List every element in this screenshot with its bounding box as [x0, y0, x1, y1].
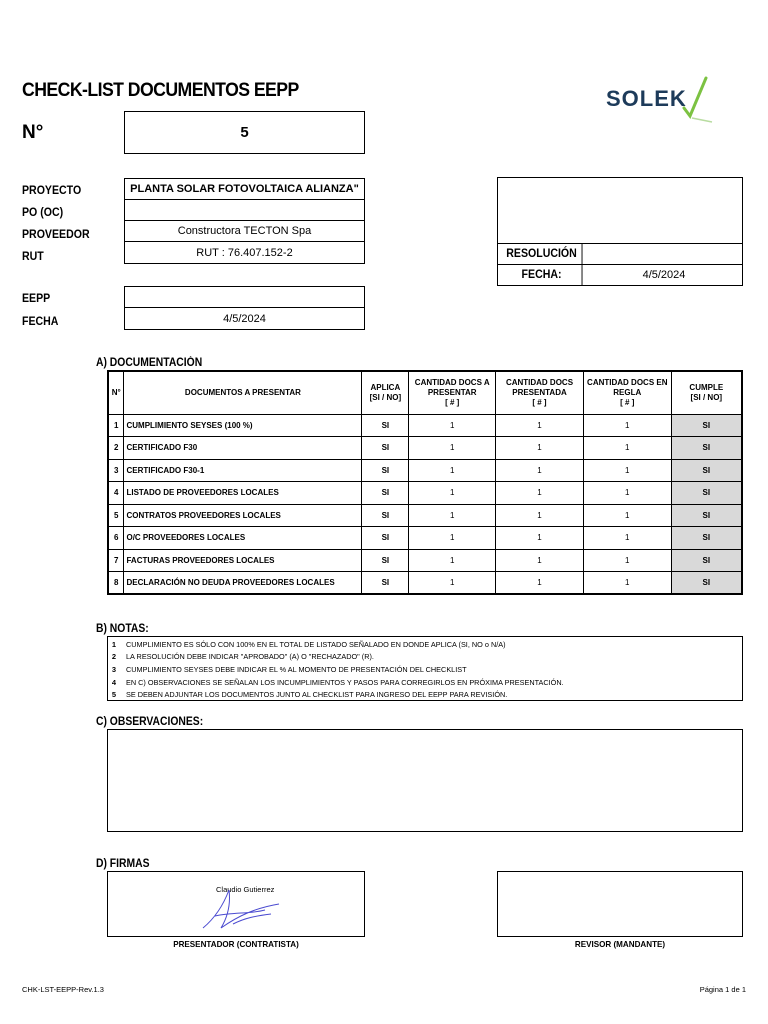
table-row — [108, 527, 742, 550]
number-label: N° — [22, 122, 44, 143]
note-text: EN C) OBSERVACIONES SE SEÑALAN LOS INCUMPLIMIENTOS Y PASOS PARA CORREGIRLOS EN PRÓXIMA PRESENTACIÓN. — [126, 677, 564, 687]
row-aplica[interactable]: SI — [362, 414, 409, 437]
note-number: 5 — [111, 690, 117, 700]
row-num: 4 — [108, 482, 124, 505]
col-num: N° — [108, 371, 124, 414]
reviewer-signature-box[interactable] — [497, 871, 743, 937]
row-presentada[interactable]: 1 — [496, 437, 584, 460]
resolucion-label: RESOLUCIÓN — [502, 244, 583, 264]
row-cumple: SI — [671, 572, 742, 595]
row-presentada[interactable]: 1 — [496, 572, 584, 595]
doc-code: CHK-LST-EEPP-Rev.1.3 — [22, 985, 104, 994]
note-text: CUMPLIMIENTO ES SÓLO CON 100% EN EL TOTAL DE LISTADO SEÑALADO EN DONDE APLICA (SI, NO o N/A) — [126, 639, 506, 649]
signatures-title: D) FIRMAS — [96, 858, 150, 870]
col-cant-presentada-l1: CANTIDAD DOCS PRESENTADA — [505, 378, 574, 397]
observations-field[interactable] — [107, 729, 743, 832]
note-item — [108, 638, 742, 651]
row-num: 5 — [108, 504, 124, 527]
row-a-presentar[interactable]: 1 — [409, 482, 496, 505]
row-cumple: SI — [671, 527, 742, 550]
label-rut: RUT — [22, 251, 44, 263]
row-aplica[interactable]: SI — [362, 572, 409, 595]
col-aplica — [362, 371, 409, 414]
row-presentada[interactable]: 1 — [496, 527, 584, 550]
row-doc: DECLARACIÓN NO DEUDA PROVEEDORES LOCALES — [124, 572, 362, 595]
col-cant-presentar-l1: CANTIDAD DOCS A PRESENTAR — [414, 378, 490, 397]
note-number: 4 — [111, 677, 117, 687]
table-row — [108, 572, 742, 595]
col-aplica-l1: APLICA — [370, 383, 401, 393]
col-cumple-l2: [SI / NO] — [690, 392, 723, 402]
row-aplica[interactable]: SI — [362, 527, 409, 550]
logo-text: SOLEK — [606, 86, 687, 111]
page-title: CHECK-LIST DOCUMENTOS EEPP — [22, 80, 299, 101]
row-en-regla[interactable]: 1 — [583, 549, 671, 572]
row-a-presentar[interactable]: 1 — [409, 414, 496, 437]
presenter-caption: PRESENTADOR (CONTRATISTA) — [173, 939, 299, 949]
row-presentada[interactable]: 1 — [496, 459, 584, 482]
notes-box — [107, 636, 743, 701]
row-doc: CONTRATOS PROVEEDORES LOCALES — [124, 504, 362, 527]
signer-name: Claudio Gutierrez — [216, 885, 275, 894]
row-en-regla[interactable]: 1 — [583, 414, 671, 437]
table-row — [108, 549, 742, 572]
eepp-field[interactable] — [125, 287, 364, 308]
label-eepp-fecha: FECHA — [22, 316, 59, 328]
table-row — [108, 482, 742, 505]
solek-logo — [600, 74, 720, 126]
row-doc: FACTURAS PROVEEDORES LOCALES — [124, 549, 362, 572]
col-cant-regla — [583, 371, 671, 414]
label-eepp: EEPP — [22, 293, 51, 305]
col-aplica-l2: [SI / NO] — [369, 392, 402, 402]
reviewer-caption: REVISOR (MANDANTE) — [574, 939, 666, 949]
col-docs: DOCUMENTOS A PRESENTAR — [124, 371, 362, 414]
note-text: SE DEBEN ADJUNTAR LOS DOCUMENTOS JUNTO AL CHECKLIST PARA INGRESO DEL EEPP PARA REVISIÓN. — [126, 690, 508, 700]
notes-title: B) NOTAS: — [96, 623, 149, 635]
label-proyecto: PROYECTO — [22, 185, 82, 197]
row-a-presentar[interactable]: 1 — [409, 504, 496, 527]
resolution-date-row — [498, 264, 742, 285]
col-cumple — [671, 371, 742, 414]
handwritten-signature — [193, 878, 313, 938]
number-field[interactable]: 5 — [124, 111, 365, 154]
resolucion-field[interactable] — [586, 244, 742, 264]
row-a-presentar[interactable]: 1 — [409, 437, 496, 460]
col-cumple-l1: CUMPLE — [689, 383, 724, 393]
row-en-regla[interactable]: 1 — [583, 527, 671, 550]
row-a-presentar[interactable]: 1 — [409, 459, 496, 482]
label-proveedor: PROVEEDOR — [22, 229, 90, 241]
row-en-regla[interactable]: 1 — [583, 572, 671, 595]
table-row — [108, 504, 742, 527]
row-aplica[interactable]: SI — [362, 504, 409, 527]
proveedor-field[interactable]: Constructora TECTON Spa — [125, 221, 364, 242]
row-a-presentar[interactable]: 1 — [409, 549, 496, 572]
observations-title: C) OBSERVACIONES: — [96, 716, 204, 728]
col-cant-presentar-l2: [ # ] — [445, 397, 460, 407]
eepp-fecha-field[interactable]: 4/5/2024 — [223, 312, 266, 325]
row-num: 2 — [108, 437, 124, 460]
row-presentada[interactable]: 1 — [496, 414, 584, 437]
note-number: 1 — [111, 639, 117, 649]
row-num: 6 — [108, 527, 124, 550]
row-cumple: SI — [671, 459, 742, 482]
row-en-regla[interactable]: 1 — [583, 504, 671, 527]
row-a-presentar[interactable]: 1 — [409, 527, 496, 550]
presenter-signature-box[interactable] — [107, 871, 365, 937]
col-cant-regla-l1: CANTIDAD DOCS EN REGLA — [587, 378, 668, 397]
row-en-regla[interactable]: 1 — [583, 459, 671, 482]
resolution-fecha-field[interactable]: 4/5/2024 — [642, 269, 686, 281]
row-aplica[interactable]: SI — [362, 437, 409, 460]
note-text: LA RESOLUCIÓN DEBE INDICAR "APROBADO" (A) O "RECHAZADO" (R). — [126, 652, 374, 662]
documentation-title: A) DOCUMENTACIÓN — [96, 357, 203, 369]
row-presentada[interactable]: 1 — [496, 549, 584, 572]
row-cumple: SI — [671, 437, 742, 460]
documentation-table — [107, 370, 743, 595]
table-row — [108, 414, 742, 437]
resolution-row — [498, 243, 742, 264]
row-en-regla[interactable]: 1 — [583, 437, 671, 460]
row-num: 1 — [108, 414, 124, 437]
label-po: PO (OC) — [22, 207, 64, 219]
col-cant-presentada — [496, 371, 584, 414]
logo-check-icon — [600, 74, 720, 126]
row-cumple: SI — [671, 482, 742, 505]
po-field[interactable] — [125, 200, 364, 221]
row-aplica[interactable]: SI — [362, 482, 409, 505]
row-num: 8 — [108, 572, 124, 595]
note-item — [108, 688, 742, 701]
table-header-row — [108, 371, 742, 414]
note-text: CUMPLIMIENTO SEYSES DEBE INDICAR EL % AL MOMENTO DE PRESENTACIÓN DEL CHECKLIST — [126, 664, 467, 674]
eepp-grid — [124, 286, 365, 330]
note-number: 3 — [111, 664, 117, 674]
table-row — [108, 459, 742, 482]
row-num: 3 — [108, 459, 124, 482]
row-doc: CERTIFICADO F30-1 — [124, 459, 362, 482]
note-item — [108, 651, 742, 664]
row-doc: CERTIFICADO F30 — [124, 437, 362, 460]
row-cumple: SI — [671, 504, 742, 527]
note-item — [108, 676, 742, 689]
row-doc: CUMPLIMIENTO SEYSES (100 %) — [124, 414, 362, 437]
row-aplica[interactable]: SI — [362, 549, 409, 572]
page-number: Página 1 de 1 — [699, 985, 746, 994]
row-presentada[interactable]: 1 — [496, 504, 584, 527]
row-presentada[interactable]: 1 — [496, 482, 584, 505]
resolution-box — [497, 177, 743, 286]
row-a-presentar[interactable]: 1 — [409, 572, 496, 595]
rut-field[interactable]: RUT : 76.407.152-2 — [196, 246, 293, 259]
resolution-fecha-label: FECHA: — [502, 265, 583, 285]
proyecto-field[interactable]: PLANTA SOLAR FOTOVOLTAICA ALIANZA" — [125, 179, 364, 200]
info-grid — [124, 178, 365, 264]
row-aplica[interactable]: SI — [362, 459, 409, 482]
row-cumple: SI — [671, 549, 742, 572]
note-item — [108, 663, 742, 676]
note-number: 2 — [111, 652, 117, 662]
row-doc: LISTADO DE PROVEEDORES LOCALES — [124, 482, 362, 505]
row-num: 7 — [108, 549, 124, 572]
col-cant-regla-l2: [ # ] — [620, 397, 635, 407]
col-cant-presentada-l2: [ # ] — [532, 397, 547, 407]
table-row — [108, 437, 742, 460]
row-en-regla[interactable]: 1 — [583, 482, 671, 505]
col-cant-presentar — [409, 371, 496, 414]
row-doc: O/C PROVEEDORES LOCALES — [124, 527, 362, 550]
row-cumple: SI — [671, 414, 742, 437]
